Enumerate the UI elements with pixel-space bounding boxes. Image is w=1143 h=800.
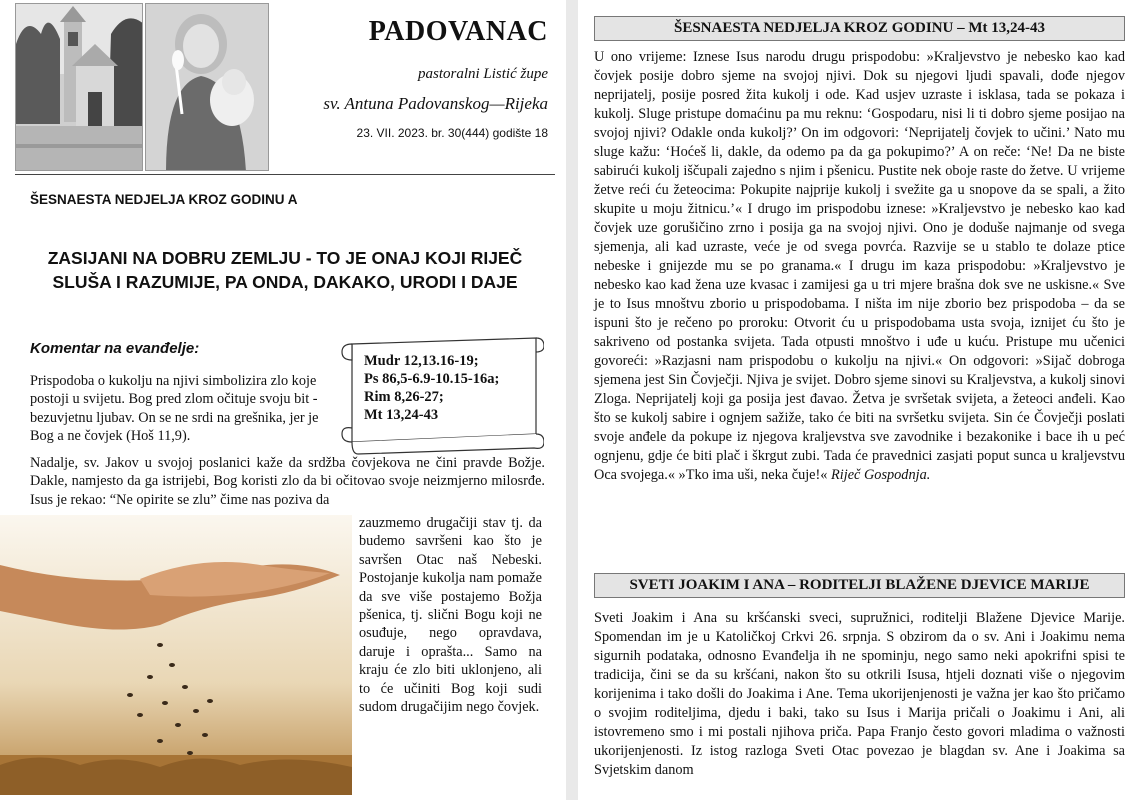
sowing-seed-image [0,515,352,795]
gospel-body: U ono vrijeme: Iznese Isus narodu drugu prispodobu: »Kraljevstvo je nebesko kao kad čovjek posije dobro sjeme na svojoj njivi. Dok su njegovi ljudi spavali, dođe njegov neprijatelj, posije posred žita kukolj i ode. Kad usjev uzraste i isklasa, tada se pokaza i kukolj. Sluge pristupe domaćinu pa mu reknu: ‘Gospodaru, nisi li ti dobro sjeme posijao na svojoj njivi? Odakle onda kukolj?’ On im odgovori: ‘Neprijatelj čovjek to učini.’ Nato mu sluge kažu: ‘Hoćeš li, dakle, da odemo pa da ga pokupimo?’ A on reče: ‘Ne! Da ne biste sabirući kukolj iščupali zajedno s njim i pšenicu. Pustite nek oboje raste do žetve. U vrijeme žetve reći ću žeteocima: Pokupite najprije kukolj i svežite ga u snopove da se spali, a žito skupite u moju žitnicu.’« I drugo im prispodobu iznese: »Kraljevstvo je nebesko kao kad čovjek uze gorušičino zrno i posija ga na svojoj njivi. Ono je doduše najmanje od svega sjemenja, ali kad uzraste, veće je od svega povrća. Razvije se u stablo te dolaze ptice nebeske i gnijezde mu se po granama.« I drugu im kaza prispodobu: »Kraljevstvo je nebesko kao kad žena uze kvasac i zamijesi ga u tri mjere brašna dok sve ne uskisne.« Sve je to Isus mnoštvu zborio u prispodobama. I ništa im nije zborio bez prispodoba – da se ispuni što je rečeno po proroku: Otvorit ću u prispodobama usta svoja, iznijet ću što je sakriveno od postanka svijeta. Tada otpusti mnoštvo i uđe u kuću. Pristupe mu učenici govoreći: »Razjasni nam prispodobu o kukolju na njivi.« On odgovori: »Sijač dobroga sjemena jest Sin Čovječji. Njiva je svijet. Dobro sjeme sinovi su Kraljevstva, a kukolj sinovi Zloga. Neprijatelj koji ga posija jest đavao. Žetva je svršetak svijeta, a žeteoci anđeli. Kao što se kukolj sabire i ognjem sažiže, tako će biti na svršetku svijeta. Sin će Čovječji poslati svoje anđele da pokupe iz njegova kraljevstva sve zavodnike i bezakonike i bace ih u peć ognjenu, gdje će biti plač i škrgut zubi. Tada će pravednici zasjati poput sunca u kraljevstvu Oca svojega.« »Tko ima uši, neka čuje!« [594,49,1125,483]
reading-ref: Ps 86,5-6.9-10.15-16a; [364,371,500,387]
reading-ref: Rim 8,26-27; [364,389,444,405]
commentary-title: Komentar na evanđelje: [30,340,200,357]
church-photo [15,3,143,171]
commentary-paragraph: Prispodoba o kukolju na njivi simbolizira zlo koje postoji u svijetu. Bog pred zlom očituje svoju bit - bezuvjetnu ljubav. On se ne srdi na grešnika, jer je Bog a ne čovjek (Hoš 11,9). [30,373,319,445]
bulletin-left-page [0,0,566,800]
saint-anthony-image [145,3,269,171]
masthead-title: PADOVANAC [368,16,548,47]
gospel-section-heading: ŠESNAESTA NEDJELJA KROZ GODINU – Mt 13,24-43 [594,16,1125,41]
article-headline: ZASIJANI NA DOBRU ZEMLJU - TO JE ONAJ KOJI RIJEČ SLUŠA I RAZUMIJE, PA ONDA, DAKAKO, URODI I DAJE [47,248,523,292]
reading-ref: Mt 13,24-43 [364,407,439,423]
commentary-paragraph: Nadalje, sv. Jakov u svojoj poslanici kaže da srdžba čovjekova ne čini pravde Božje. Dakle, namjesto da ga istrijebi, Bog koristi zlo da bi očitovao svoje neizmjerno milosrđe. Isus je rekao: “Ne opirite se zlu” čime nas poziva da [30,455,545,508]
sunday-heading: ŠESNAESTA NEDJELJA KROZ GODINU A [30,192,298,207]
gospel-text [594,48,1125,485]
reading-ref: Mudr 12,13.16-19; [364,353,479,369]
masthead-subtitle: pastoralni Listić župe [417,66,548,82]
header-divider [15,174,555,175]
commentary-paragraph: zauzmemo drugačiji stav tj. da budemo savršeni kao što je savršen Otac naš Nebeski. Postojanje kukolja nam pomaže da sve više postajemo Božja pšenica, tj. slični Bogu koji ne osuđuje, nego opravdava, daruje i oprašta... Samo na kraju će zlo biti uklonjeno, ali to će učiniti Bog koji sudi sudom drugačijim nego čovjek. [359,515,542,716]
readings-scroll [338,330,544,456]
saints-section-heading: SVETI JOAKIM I ANA – RODITELJI BLAŽENE DJEVICE MARIJE [594,573,1125,598]
saints-text: Sveti Joakim i Ana su kršćanski sveci, supružnici, roditelji Blažene Djevice Marije. Spomendan im je u Katoličkoj Crkvi 26. srpnja. S obzirom da o sv. Ani i Joakimu nema sigurnih podataka, odnosno Evanđelja ih ne spominju, nego samo neki apokrifni spisi te tradicija, čini se da su kršćani, nakon što su otkrili Isusa, htjeli doznati više o njegovim korijenima i tako došli do Joakima i Ane. Tema ukorijenjenosti je važna jer kao što pričamo o svojim roditeljima, djedu i baki, tako su Isus i Marija pričali o Joakimu i Ani, ali istovremeno smo i mi postali njihova priča. Papa Franjo često govori mladima o važnosti ukorijenjenosti. Iz istog razloga Sveti Otac povezao je blagdan sv. Ane i Joakima sa Svjetskim danom [594,610,1125,778]
masthead-parish: sv. Antuna Padovanskog—Rijeka [323,94,548,113]
issue-info: 23. VII. 2023. br. 30(444) godište 18 [356,126,548,140]
bulletin-right-page [578,0,1143,800]
readings-list [364,352,499,424]
gospel-closing: Riječ Gospodnja. [831,467,931,483]
